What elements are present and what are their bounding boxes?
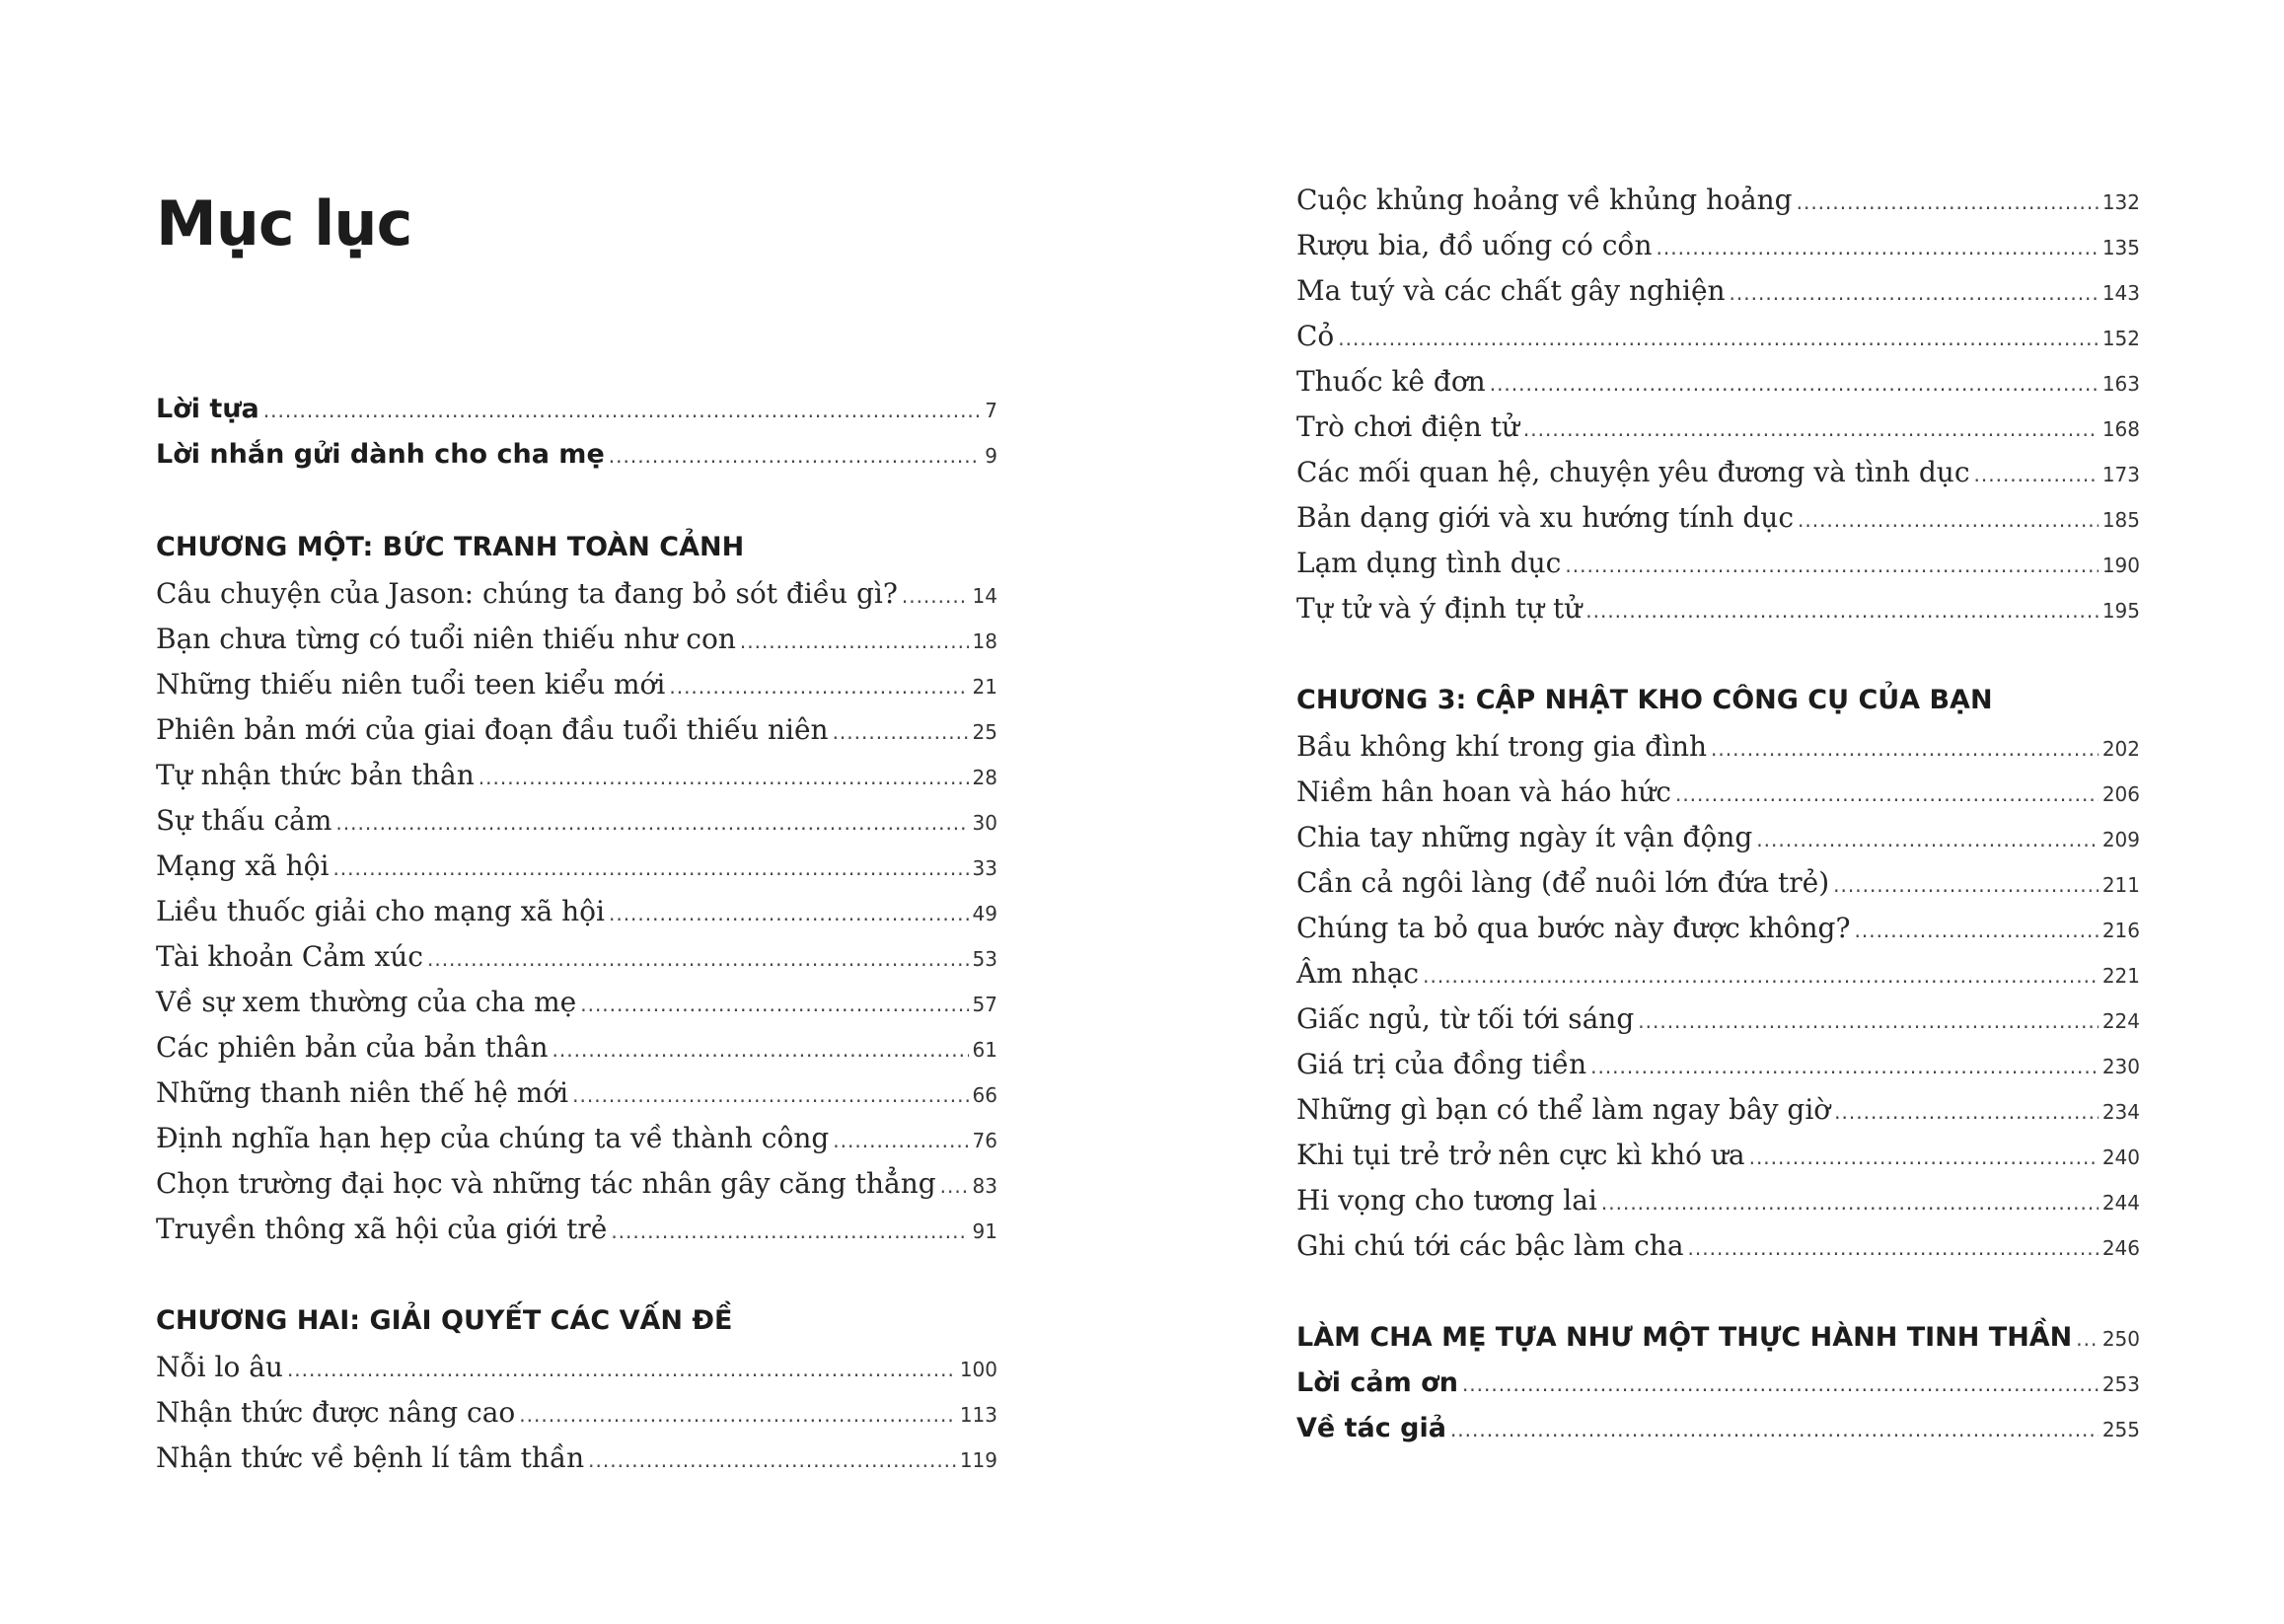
toc-entry-title: Tài khoản Cảm xúc — [156, 940, 423, 973]
toc-entry-title: Bạn chưa từng có tuổi niên thiếu như con — [156, 623, 736, 655]
dot-leader — [1523, 417, 2099, 441]
toc-entry-title: Cần cả ngôi làng (để nuôi lớn đứa trẻ) — [1296, 866, 1830, 899]
dot-leader — [1585, 599, 2099, 623]
dot-leader — [609, 444, 982, 468]
toc-entry — [1296, 274, 2140, 320]
toc-entry — [156, 895, 997, 940]
chapter-one-list — [156, 577, 997, 1258]
toc-entry — [1296, 456, 2140, 501]
toc-entry-page-number: 25 — [972, 720, 997, 744]
toc-entry-title: Khi tụi trẻ trở nên cực kì khó ưa — [1296, 1139, 1745, 1171]
toc-entry — [1296, 184, 2140, 229]
dot-leader — [519, 1403, 956, 1427]
toc-entry-title: Về sự xem thường của cha mẹ — [156, 986, 577, 1018]
toc-entry-page-number: 202 — [2101, 737, 2140, 761]
toc-entry — [1296, 1002, 2140, 1048]
toc-entry — [1296, 730, 2140, 775]
toc-entry — [1296, 410, 2140, 456]
toc-entry — [156, 1031, 997, 1076]
toc-entry — [156, 439, 997, 484]
dot-leader — [553, 1038, 969, 1062]
dot-leader — [1657, 236, 2099, 259]
dot-leader — [263, 399, 982, 422]
dot-leader — [740, 629, 969, 653]
toc-entry-title: Giấc ngủ, từ tối tới sáng — [1296, 1002, 1635, 1035]
toc-entry-title: Câu chuyện của Jason: chúng ta đang bỏ sót điều gì? — [156, 577, 898, 610]
dot-leader — [1730, 281, 2099, 305]
toc-entry-page-number: 113 — [959, 1403, 997, 1427]
dot-leader — [611, 1219, 968, 1243]
toc-entry — [1296, 957, 2140, 1002]
toc-entry-page-number: 253 — [2101, 1372, 2140, 1396]
chapter-two-list — [156, 1351, 997, 1487]
toc-entry-title: Nhận thức được nâng cao — [156, 1396, 516, 1429]
front-matter-list — [156, 394, 997, 484]
toc-entry — [1296, 592, 2140, 637]
dot-leader — [427, 947, 969, 971]
toc-entry-title: Nỗi lo âu — [156, 1351, 283, 1383]
dot-leader — [572, 1083, 968, 1107]
toc-entry-page-number: 100 — [959, 1358, 997, 1381]
dot-leader — [1974, 463, 2099, 486]
toc-entry — [1296, 912, 2140, 957]
dot-leader — [580, 993, 968, 1016]
dot-leader — [588, 1448, 956, 1472]
page-title: Mục lục — [156, 187, 412, 259]
toc-entry-page-number: 255 — [2101, 1418, 2140, 1441]
toc-entry-page-number: 143 — [2101, 281, 2140, 305]
toc-entry-title: Liều thuốc giải cho mạng xã hội — [156, 895, 605, 927]
dot-leader — [940, 1174, 969, 1198]
toc-entry-title: Mạng xã hội — [156, 849, 330, 882]
toc-entry — [156, 1167, 997, 1213]
toc-entry — [1296, 1229, 2140, 1275]
toc-entry — [156, 1213, 997, 1258]
toc-entry-title: Cuộc khủng hoảng về khủng hoảng — [1296, 184, 1793, 216]
toc-entry-title: Rượu bia, đồ uống có cồn — [1296, 229, 1653, 261]
dot-leader — [1675, 782, 2099, 806]
toc-entry-page-number: 14 — [972, 584, 997, 608]
toc-entry-page-number: 152 — [2101, 327, 2140, 350]
toc-entry-page-number: 195 — [2101, 599, 2140, 623]
toc-entry-page-number: 49 — [972, 902, 997, 925]
toc-entry-page-number: 132 — [2101, 190, 2140, 214]
toc-entry-page-number: 173 — [2101, 463, 2140, 486]
toc-entry — [156, 1076, 997, 1122]
dot-leader — [287, 1358, 956, 1381]
toc-entry-page-number: 61 — [972, 1038, 997, 1062]
toc-entry-page-number: 240 — [2101, 1145, 2140, 1169]
dot-leader — [1565, 554, 2098, 577]
toc-entry-title: Chọn trường đại học và những tác nhân gây căng thẳng — [156, 1167, 936, 1200]
dot-leader — [1462, 1372, 2099, 1396]
toc-entry-title: Thuốc kê đơn — [1296, 365, 1486, 398]
toc-entry — [1296, 866, 2140, 912]
dot-leader — [609, 902, 969, 925]
dot-leader — [1338, 327, 2099, 350]
toc-entry-page-number: 66 — [972, 1083, 997, 1107]
toc-entry — [1296, 320, 2140, 365]
toc-entry-page-number: 190 — [2101, 554, 2140, 577]
dot-leader — [1590, 1055, 2099, 1078]
toc-entry-title: Hi vọng cho tương lai — [1296, 1184, 1597, 1217]
toc-entry-title: Sự thấu cảm — [156, 804, 332, 837]
toc-entry — [1296, 365, 2140, 410]
toc-entry-title: Các mối quan hệ, chuyện yêu đương và tình dục — [1296, 456, 1970, 488]
back-matter-list — [1296, 1322, 2140, 1458]
dot-leader — [833, 720, 969, 744]
toc-entry-title: Âm nhạc — [1296, 957, 1420, 990]
toc-entry-title: Những gì bạn có thể làm ngay bây giờ — [1296, 1093, 1831, 1126]
toc-entry-title: Ghi chú tới các bậc làm cha — [1296, 1229, 1684, 1262]
toc-entry — [156, 1441, 997, 1487]
toc-entry-title: Tự nhận thức bản thân — [156, 759, 475, 791]
toc-entry-page-number: 18 — [972, 629, 997, 653]
dot-leader — [1711, 737, 2099, 761]
toc-entry-page-number: 28 — [972, 766, 997, 789]
toc-entry — [156, 986, 997, 1031]
toc-entry — [1296, 821, 2140, 866]
toc-entry-title: Cỏ — [1296, 320, 1335, 352]
toc-entry — [1296, 501, 2140, 547]
toc-entry-page-number: 216 — [2101, 919, 2140, 942]
toc-entry-page-number: 234 — [2101, 1100, 2140, 1124]
toc-entry-title: Bản dạng giới và xu hướng tính dục — [1296, 501, 1794, 534]
toc-entry-page-number: 185 — [2101, 508, 2140, 532]
toc-entry — [156, 804, 997, 849]
toc-entry-title: Tự tử và ý định tự tử — [1296, 592, 1583, 625]
dot-leader — [1834, 1100, 2099, 1124]
dot-leader — [332, 856, 968, 880]
dot-leader — [669, 675, 968, 699]
dot-leader — [902, 584, 969, 608]
toc-entry-page-number: 91 — [972, 1219, 997, 1243]
toc-entry-page-number: 168 — [2101, 417, 2140, 441]
toc-entry-title: LÀM CHA MẸ TỰA NHƯ MỘT THỰC HÀNH TINH THẦN — [1296, 1322, 2073, 1353]
toc-entry — [1296, 1093, 2140, 1139]
toc-entry — [1296, 547, 2140, 592]
section-gap — [156, 1258, 997, 1305]
section-gap — [156, 484, 997, 532]
dot-leader — [1798, 508, 2099, 532]
toc-entry-page-number: 211 — [2101, 873, 2140, 897]
toc-entry — [156, 849, 997, 895]
dot-leader — [1756, 828, 2099, 851]
dot-leader — [479, 766, 969, 789]
toc-entry — [1296, 1184, 2140, 1229]
section-gap — [1296, 1275, 2140, 1322]
dot-leader — [1749, 1145, 2099, 1169]
toc-entry — [1296, 229, 2140, 274]
toc-entry-title: Ma tuý và các chất gây nghiện — [1296, 274, 1726, 307]
toc-entry — [156, 713, 997, 759]
toc-entry — [156, 1396, 997, 1441]
toc-entry — [156, 1122, 997, 1167]
toc-entry-page-number: 244 — [2101, 1191, 2140, 1215]
toc-entry-page-number: 209 — [2101, 828, 2140, 851]
toc-entry-title: Lời nhắn gửi dành cho cha mẹ — [156, 439, 605, 470]
dot-leader — [1797, 190, 2099, 214]
toc-entry-page-number: 224 — [2101, 1009, 2140, 1033]
dot-leader — [2076, 1327, 2099, 1351]
toc-entry — [156, 759, 997, 804]
toc-entry-page-number: 57 — [972, 993, 997, 1016]
chapter-heading: CHƯƠNG MỘT: BỨC TRANH TOÀN CẢNH — [156, 532, 745, 562]
toc-entry — [156, 623, 997, 668]
dot-leader — [1688, 1236, 2099, 1260]
toc-entry — [1296, 775, 2140, 821]
toc-entry-page-number: 9 — [985, 444, 997, 468]
dot-leader — [1855, 919, 2099, 942]
toc-right-column — [1296, 184, 2140, 1458]
toc-entry — [156, 940, 997, 986]
toc-entry-page-number: 163 — [2101, 372, 2140, 396]
toc-entry — [156, 668, 997, 713]
dot-leader — [833, 1129, 968, 1152]
toc-left-column — [156, 394, 997, 1487]
toc-entry-title: Truyền thông xã hội của giới trẻ — [156, 1213, 608, 1245]
toc-entry — [156, 394, 997, 439]
toc-entry-page-number: 53 — [972, 947, 997, 971]
toc-entry-title: Các phiên bản của bản thân — [156, 1031, 549, 1064]
toc-entry-title: Giá trị của đồng tiền — [1296, 1048, 1587, 1080]
toc-entry — [1296, 1367, 2140, 1413]
toc-entry-page-number: 33 — [972, 856, 997, 880]
dot-leader — [1423, 964, 2099, 988]
dot-leader — [1833, 873, 2099, 897]
toc-entry — [1296, 1048, 2140, 1093]
section-gap — [1296, 637, 2140, 685]
toc-entry — [156, 1351, 997, 1396]
toc-entry — [156, 577, 997, 623]
toc-entry-title: Về tác giả — [1296, 1413, 1446, 1443]
toc-entry-title: Chia tay những ngày ít vận động — [1296, 821, 1753, 853]
toc-entry-page-number: 76 — [972, 1129, 997, 1152]
toc-entry-title: Lời cảm ơn — [1296, 1367, 1458, 1398]
toc-entry-page-number: 21 — [972, 675, 997, 699]
toc-entry-title: Lời tựa — [156, 394, 259, 424]
toc-entry-title: Phiên bản mới của giai đoạn đầu tuổi thiếu niên — [156, 713, 829, 746]
toc-entry-page-number: 206 — [2101, 782, 2140, 806]
chapter-heading: CHƯƠNG 3: CẬP NHẬT KHO CÔNG CỤ CỦA BẠN — [1296, 685, 1993, 715]
toc-entry-title: Bầu không khí trong gia đình — [1296, 730, 1708, 763]
toc-entry-title: Lạm dụng tình dục — [1296, 547, 1562, 579]
chapter-two-continued-list — [1296, 184, 2140, 637]
dot-leader — [1490, 372, 2099, 396]
chapter-heading: CHƯƠNG HAI: GIẢI QUYẾT CÁC VẤN ĐỀ — [156, 1305, 733, 1336]
toc-entry-title: Định nghĩa hạn hẹp của chúng ta về thành công — [156, 1122, 830, 1154]
toc-entry-title: Những thanh niên thế hệ mới — [156, 1076, 569, 1109]
toc-entry-title: Trò chơi điện tử — [1296, 410, 1519, 443]
dot-leader — [1450, 1418, 2099, 1441]
toc-entry-page-number: 230 — [2101, 1055, 2140, 1078]
dot-leader — [335, 811, 968, 835]
toc-entry-page-number: 30 — [972, 811, 997, 835]
toc-entry — [1296, 1413, 2140, 1458]
toc-entry-page-number: 83 — [972, 1174, 997, 1198]
toc-entry-title: Chúng ta bỏ qua bước này được không? — [1296, 912, 1851, 944]
toc-entry-page-number: 135 — [2101, 236, 2140, 259]
toc-entry-page-number: 119 — [959, 1448, 997, 1472]
chapter-three-list — [1296, 730, 2140, 1275]
toc-entry-page-number: 221 — [2101, 964, 2140, 988]
toc-entry-page-number: 7 — [985, 399, 997, 422]
toc-entry — [1296, 1139, 2140, 1184]
dot-leader — [1638, 1009, 2099, 1033]
dot-leader — [1601, 1191, 2099, 1215]
toc-entry-title: Nhận thức về bệnh lí tâm thần — [156, 1441, 585, 1474]
toc-entry-title: Niềm hân hoan và háo hức — [1296, 775, 1671, 808]
toc-entry-page-number: 250 — [2101, 1327, 2140, 1351]
toc-entry — [1296, 1322, 2140, 1367]
toc-entry-page-number: 246 — [2101, 1236, 2140, 1260]
toc-entry-title: Những thiếu niên tuổi teen kiểu mới — [156, 668, 666, 701]
